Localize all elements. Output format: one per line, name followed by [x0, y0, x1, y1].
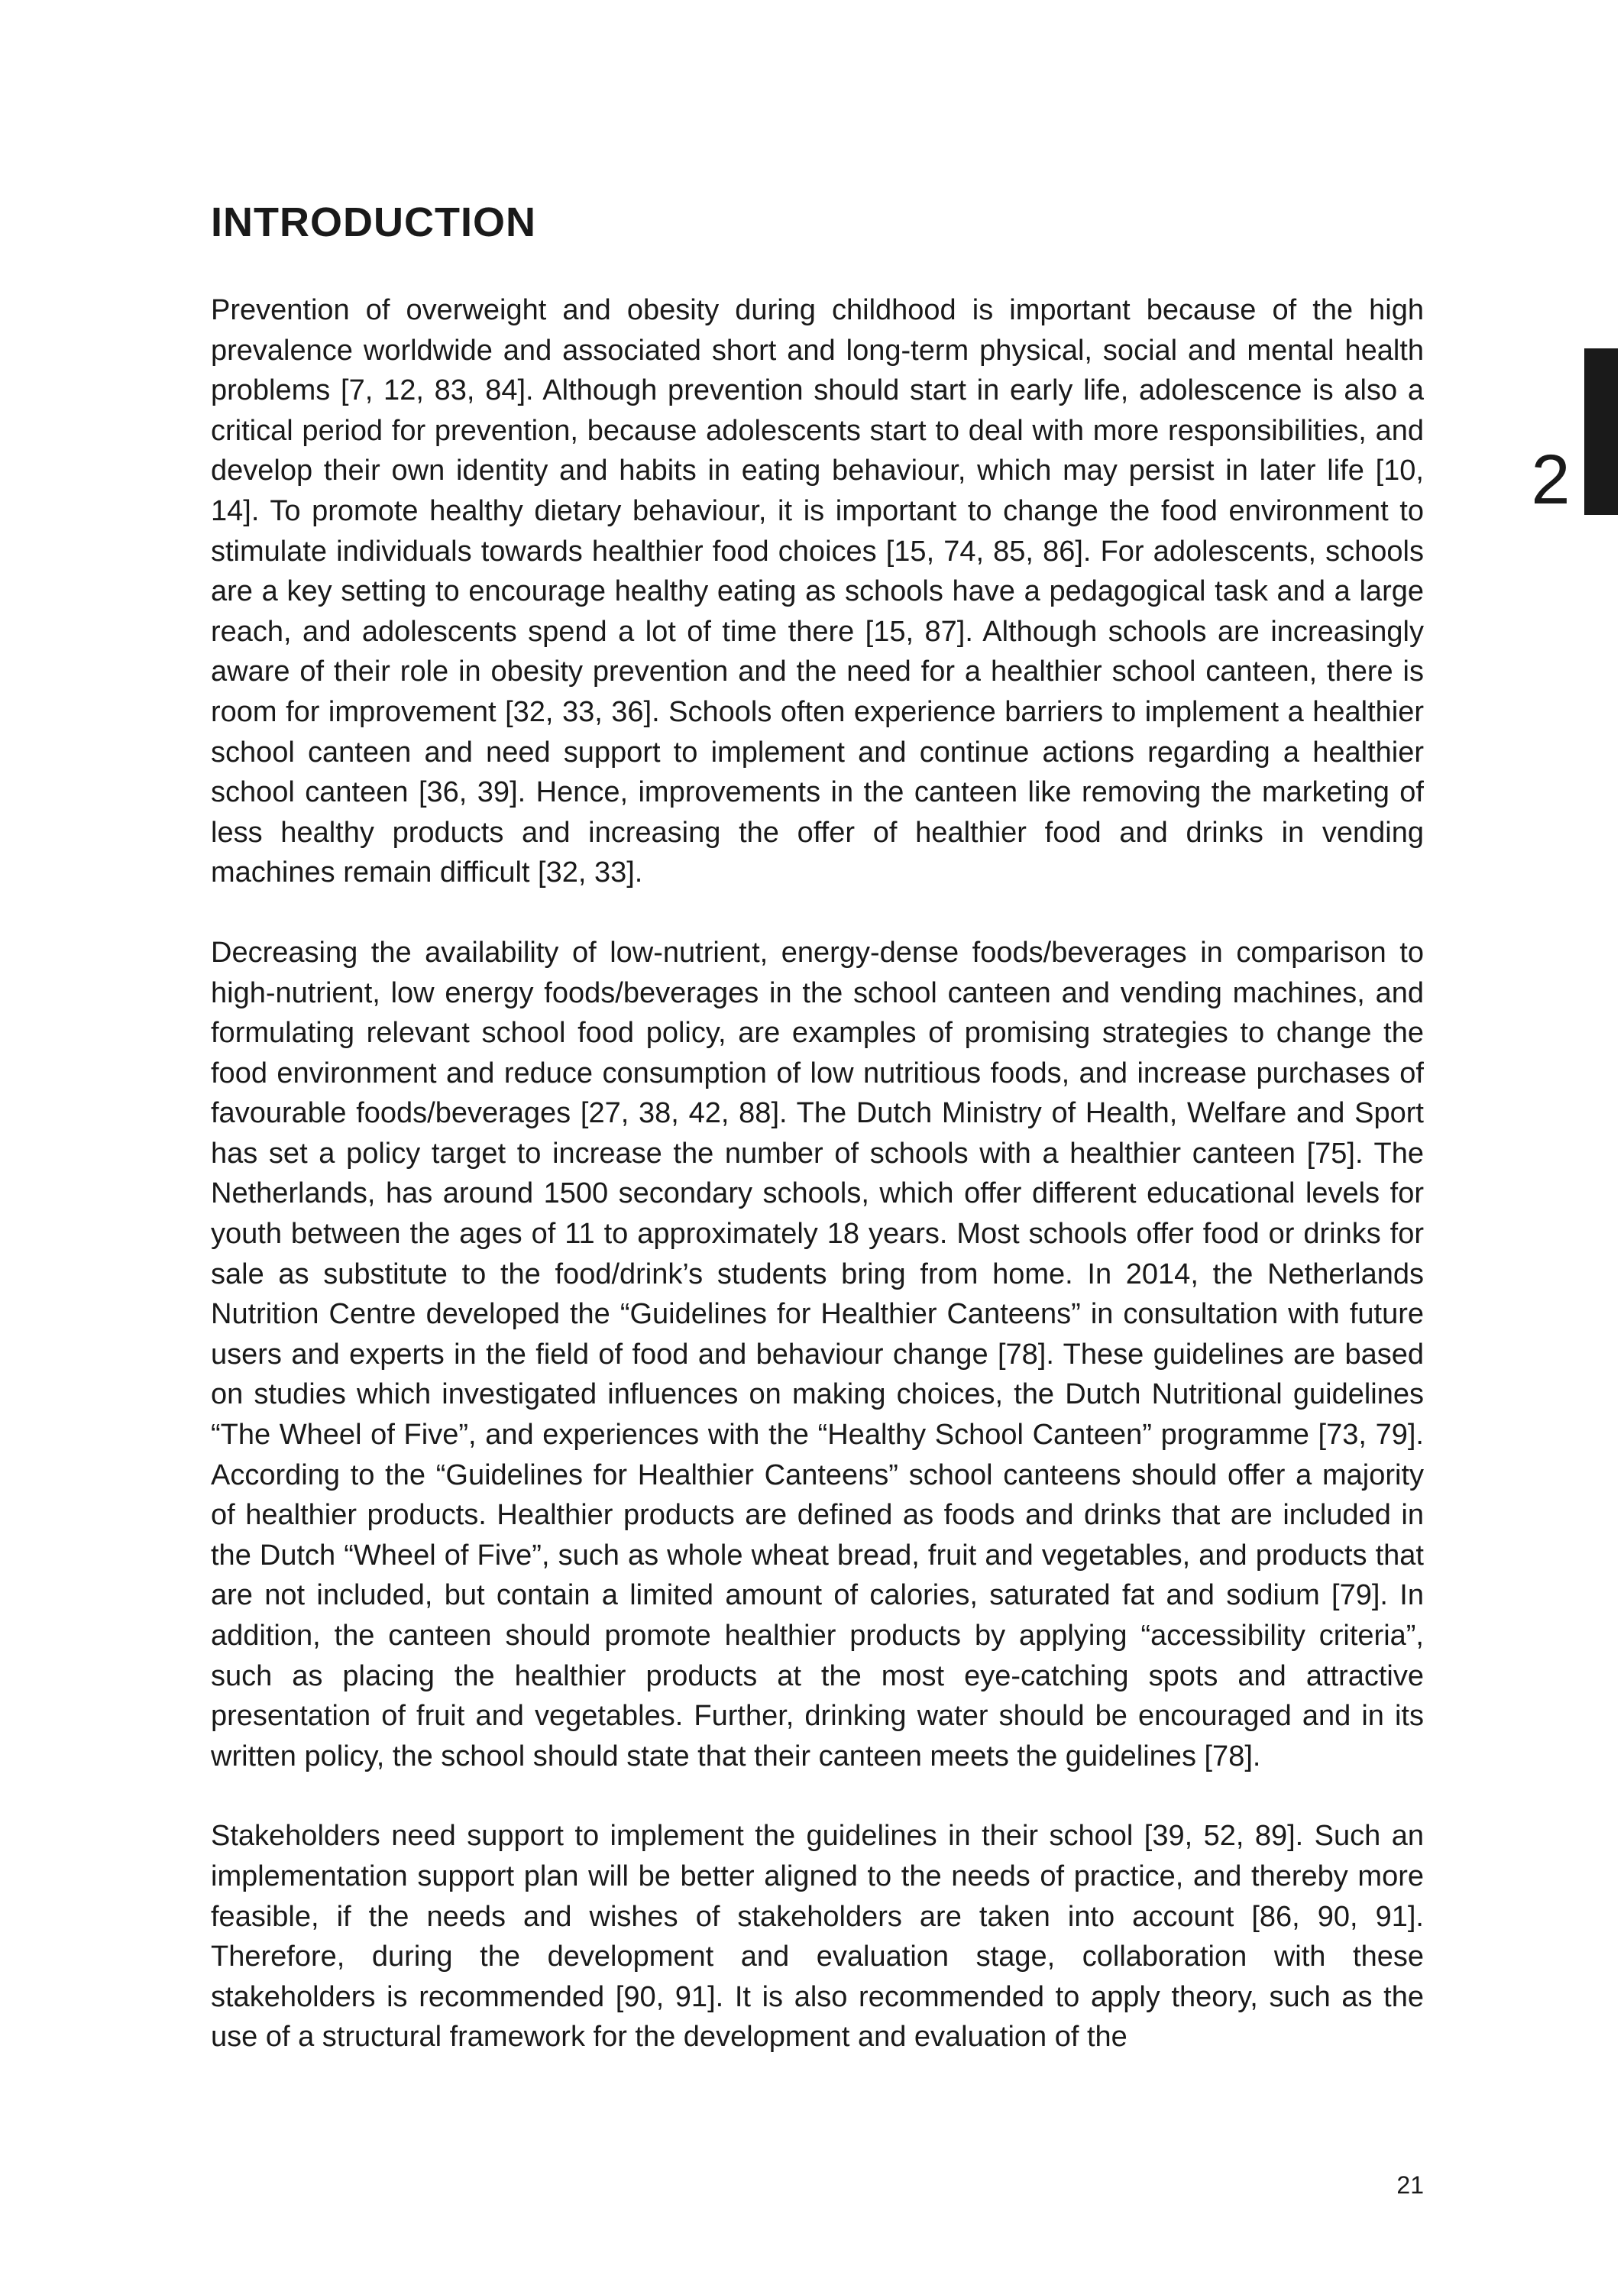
chapter-number: 2: [1531, 441, 1571, 519]
paragraph-2: Decreasing the availability of low-nutrient, energy-dense foods/beverages in comparison to high-nutrient, low energy foods/beverages in the school canteen and vending machines, and formulating relevant school food policy, are examples of promising strategies to change the food environment and reduce consumption of low nutritious foods, and increase purchases of favourable foods/beverages [27, 38, 42, 88]. The Dutch Ministry of Health, Welfare and Sport has set a policy target to increase the number of schools with a healthier canteen [75]. The Netherlands, has around 1500 secondary schools, which offer different educational levels for youth between the ages of 11 to approximately 18 years. Most schools offer food or drinks for sale as substitute to the food/drink’s students bring from home. In 2014, the Netherlands Nutrition Centre developed the “Guidelines for Healthier Canteens” in consultation with future users and experts in the field of food and behaviour change [78]. These guidelines are based on studies which investigated influences on making choices, the Dutch Nutritional guidelines “The Wheel of Five”, and experiences with the “Healthy School Canteen” programme [73, 79]. According to the “Guidelines for Healthier Canteens” school canteens should offer a majority of healthier products. Healthier products are defined as foods and drinks that are included in the Dutch “Wheel of Five”, such as whole wheat bread, fruit and vegetables, and products that are not included, but contain a limited amount of calories, saturated fat and sodium [79]. In addition, the canteen should promote healthier products by applying “accessibility criteria”, such as placing the healthier products at the most eye-catching spots and attractive presentation of fruit and vegetables. Further, drinking water should be encouraged and in its written policy, the school should state that their canteen meets the guidelines [78].: [211, 936, 1424, 1772]
paragraph-1: Prevention of overweight and obesity during childhood is important because of the high prevalence worldwide and associated short and long-term physical, social and mental health problems [7, 12, 83, 84]. Although prevention should start in early life, adolescence is also a critical period for prevention, because adolescents start to deal with more responsibilities, and develop their own identity and habits in eating behaviour, which may persist in later life [10, 14]. To promote healthy dietary behaviour, it is important to change the food environment to stimulate individuals towards healthier food choices [15, 74, 85, 86]. For adolescents, schools are a key setting to encourage healthy eating as schools have a pedagogical task and a large reach, and adolescents spend a lot of time there [15, 87]. Although schools are increasingly aware of their role in obesity prevention and the need for a healthier school canteen, there is room for improvement [32, 33, 36]. Schools often experience barriers to implement a healthier school canteen and need support to implement and continue actions regarding a healthier school canteen [36, 39]. Hence, improvements in the canteen like removing the marketing of less healthy products and increasing the offer of healthier food and drinks in vending machines remain difficult [32, 33].: [211, 294, 1424, 889]
body-text: [211, 290, 1424, 2097]
chapter-tab-marker: [1584, 348, 1618, 515]
paragraph-3: Stakeholders need support to implement the guidelines in their school [39, 52, 89]. Such an implementation support plan will be better aligned to the needs of practice, and thereby more feasible, if the needs and wishes of stakeholders are taken into account [86, 90, 91]. Therefore, during the development and evaluation stage, collaboration with these stakeholders is recommended [90, 91]. It is also recommended to apply theory, such as the use of a structural framework for the development and evaluation of the: [211, 1820, 1424, 2054]
page-number: 21: [1396, 2171, 1424, 2199]
section-heading: INTRODUCTION: [211, 199, 536, 245]
